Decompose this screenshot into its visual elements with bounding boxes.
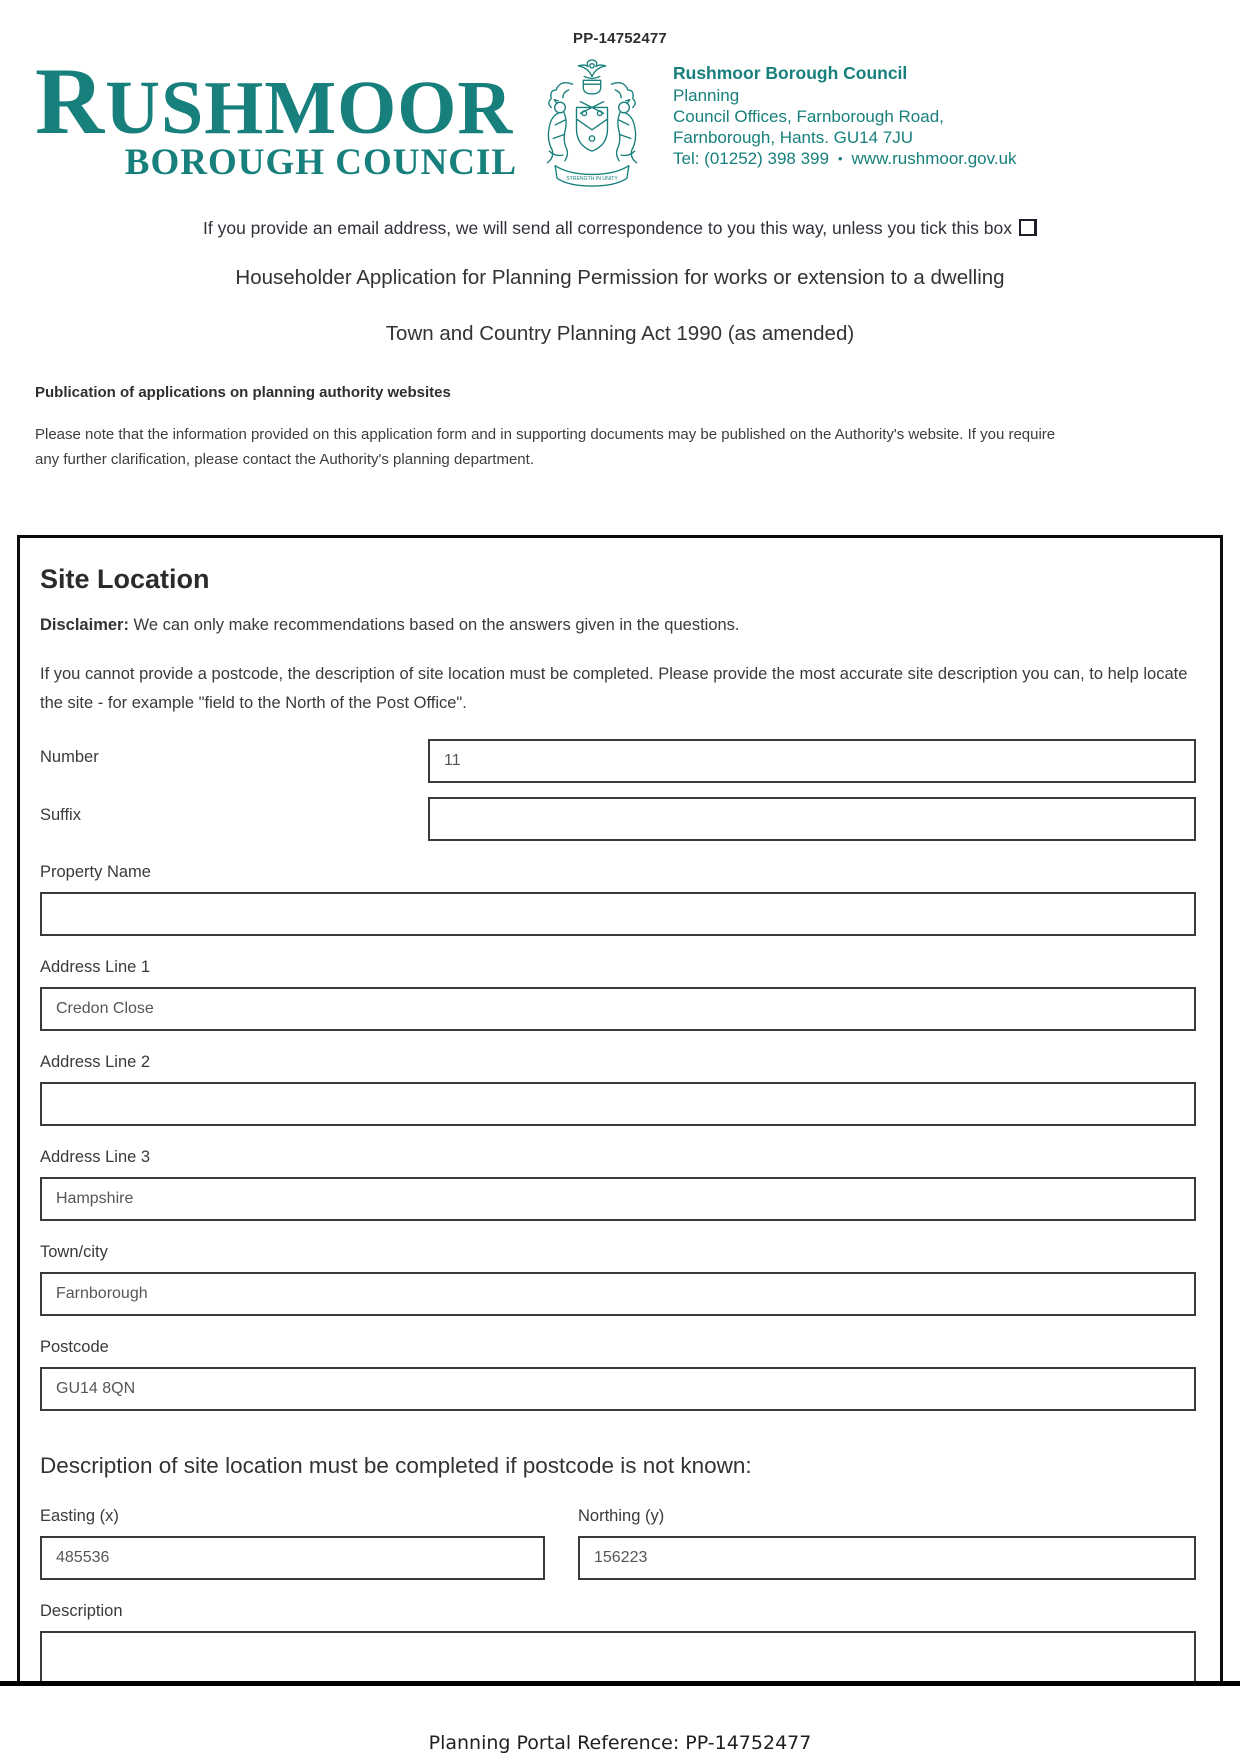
crest-motto: STRENGTH IN UNITY [566, 176, 618, 183]
easting-input[interactable] [40, 1536, 545, 1580]
address-line-3-label: Address Line 3 [40, 1148, 151, 1167]
address-line-1-field [40, 958, 1196, 1031]
address-line-2-input[interactable] [40, 1082, 1196, 1126]
disclaimer-line [40, 616, 1196, 635]
logo-wordmark-subtitle: BOROUGH COUNCIL [124, 142, 517, 184]
postcode-input[interactable] [40, 1367, 1196, 1411]
email-correspondence-notice [0, 218, 1240, 239]
council-crest-icon [531, 59, 653, 192]
northing-field [578, 1507, 1196, 1580]
property-name-label: Property Name [40, 863, 151, 882]
form-title: Householder Application for Planning Permission for works or extension to a dwelling [235, 266, 1005, 289]
postcode-field [40, 1338, 1196, 1411]
logo-wordmark: RUSHMOOR [35, 48, 514, 154]
northing-input[interactable] [578, 1536, 1196, 1580]
form-subtitle: Town and Country Planning Act 1990 (as amended) [385, 322, 855, 345]
description-field [40, 1602, 1196, 1681]
contact-name: Rushmoor Borough Council [673, 63, 908, 83]
contact-address-line2: Farnborough, Hants. GU14 7JU [673, 127, 914, 147]
email-notice-text: If you provide an email address, we will send all correspondence to you this way, unless you tick this box [203, 218, 1012, 238]
postcode-instruction-note: If you cannot provide a postcode, the description of site location must be completed. Please provide the most accurate site description you can, to help locate the site - for example "field to the North of the Post Office". [40, 664, 1188, 712]
footer-reference: Planning Portal Reference: PP-14752477 [428, 1732, 812, 1754]
town-city-label: Town/city [40, 1243, 108, 1262]
coordinates-row [40, 1507, 1196, 1580]
publication-note: Please note that the information provided on this application form and in supporting documents may be published on the Authority's website. If you require any further clarification, please contact the Authority's planning department. [35, 426, 1056, 468]
contact-address-line1: Council Offices, Farnborough Road, [673, 106, 944, 126]
page-break-line [0, 1681, 1240, 1686]
site-location-heading: Site Location [40, 563, 210, 594]
number-field-row [40, 739, 1196, 783]
top-reference: PP-14752477 [573, 30, 667, 47]
town-city-input[interactable] [40, 1272, 1196, 1316]
disclaimer-label: Disclaimer: [40, 615, 129, 634]
description-input[interactable] [40, 1631, 1196, 1681]
contact-telephone: Tel: (01252) 398 399 [673, 148, 829, 168]
suffix-label: Suffix [40, 806, 81, 825]
address-line-2-field [40, 1053, 1196, 1126]
bullet-separator: • [837, 150, 843, 166]
property-name-input[interactable] [40, 892, 1196, 936]
suffix-field-row [40, 797, 1196, 841]
postcode-label: Postcode [40, 1338, 109, 1357]
contact-website-link[interactable]: www.rushmoor.gov.uk [851, 148, 1017, 168]
contact-department: Planning [673, 85, 740, 105]
description-required-heading: Description of site location must be completed if postcode is not known: [40, 1453, 752, 1479]
council-contact-block [673, 57, 1017, 169]
address-line-1-label: Address Line 1 [40, 958, 151, 977]
property-name-field [40, 863, 1196, 936]
easting-label: Easting (x) [40, 1507, 119, 1526]
address-line-3-input[interactable] [40, 1177, 1196, 1221]
town-city-field [40, 1243, 1196, 1316]
council-logo [35, 48, 517, 184]
site-location-section [17, 535, 1223, 1682]
address-line-3-field [40, 1148, 1196, 1221]
northing-label: Northing (y) [578, 1507, 665, 1526]
description-label: Description [40, 1602, 123, 1621]
number-label: Number [40, 748, 99, 767]
publication-heading: Publication of applications on planning authority websites [35, 384, 451, 401]
address-line-2-label: Address Line 2 [40, 1053, 151, 1072]
page-header [35, 48, 1200, 192]
address-line-1-input[interactable] [40, 987, 1196, 1031]
contact-tel-row [673, 148, 1017, 169]
disclaimer-text: We can only make recommendations based on the answers given in the questions. [128, 615, 740, 634]
suffix-input[interactable] [428, 797, 1196, 841]
email-optout-checkbox[interactable] [1019, 219, 1037, 236]
easting-field [40, 1507, 545, 1580]
number-input[interactable] [428, 739, 1196, 783]
